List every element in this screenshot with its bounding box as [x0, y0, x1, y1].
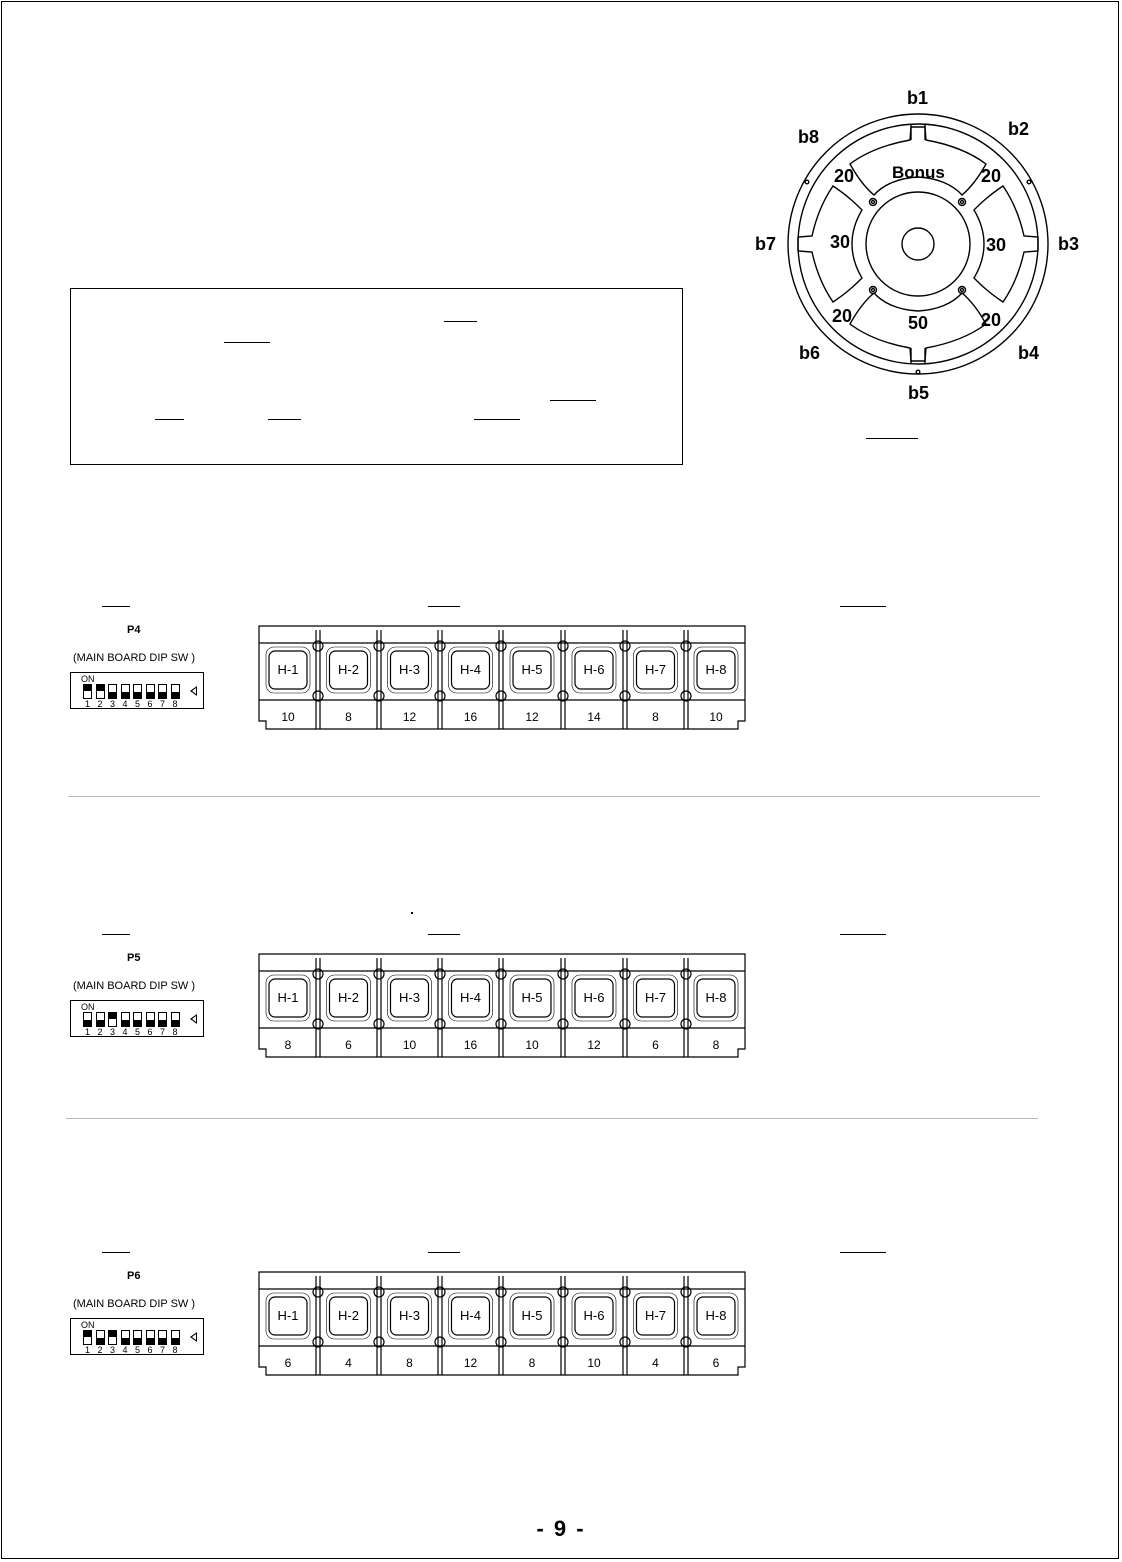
hole-value: 10: [281, 710, 295, 724]
dip-switch-5: [133, 684, 142, 699]
dip-switch-number: 7: [159, 699, 165, 709]
dip-switch-7: [158, 684, 167, 699]
dip-switch: [70, 672, 204, 709]
hole-value: 6: [652, 1038, 659, 1052]
underline-mark: [840, 606, 886, 607]
segment-value: 20: [981, 310, 1002, 330]
dip-switch-number: 6: [147, 699, 153, 709]
dip-switch-knob: [97, 685, 104, 691]
underline-mark: [224, 342, 270, 343]
dip-switch-knob: [122, 1338, 129, 1344]
dip-on-label: ON: [81, 1002, 95, 1012]
main-board-dip-label: (MAIN BOARD DIP SW ): [73, 652, 196, 664]
dip-on-label: ON: [81, 674, 95, 684]
hole-value: 16: [463, 710, 478, 724]
underline-mark: [428, 934, 460, 935]
dip-switch-knob: [109, 1013, 116, 1019]
hole-label: H-1: [277, 662, 299, 677]
bonus-segment-label: Bonus: [892, 163, 945, 182]
dip-switch-number: 6: [147, 1345, 153, 1355]
dip-switch-knob: [134, 1338, 141, 1344]
dip-switch-1: [83, 1330, 92, 1345]
dip-switch-5: [133, 1330, 142, 1345]
setting-label: P5: [127, 952, 141, 964]
underline-mark: [840, 1252, 886, 1253]
dip-switch: [70, 1318, 204, 1355]
dip-switch-knob: [159, 692, 166, 698]
hole-value: 12: [463, 1356, 478, 1370]
hole-value: 12: [587, 1038, 601, 1052]
dip-switch-knob: [134, 1020, 141, 1026]
dip-switch-3: [108, 1330, 117, 1345]
dip-switch-knob: [109, 1331, 116, 1337]
info-box: [70, 288, 683, 465]
dip-switch-number: 5: [134, 699, 140, 709]
dip-switch-4: [121, 684, 130, 699]
hole-value: 10: [525, 1038, 539, 1052]
underline-mark: [102, 934, 130, 935]
segment-value: 50: [908, 313, 929, 333]
underline-mark: [102, 606, 130, 607]
hole-value: 6: [345, 1038, 352, 1052]
hole-value: 16: [463, 1038, 478, 1052]
hole-value: 12: [525, 710, 539, 724]
dip-switch: [70, 1000, 204, 1037]
dip-switch-7: [158, 1012, 167, 1027]
hole-label: H-2: [338, 990, 359, 1005]
dip-switch-3: [108, 1012, 117, 1027]
dip-switch-6: [146, 1330, 155, 1345]
dip-switch-number: 8: [172, 1345, 178, 1355]
hole-value: 8: [652, 710, 659, 724]
dip-switch-number: 7: [159, 1027, 165, 1037]
dip-switch-5: [133, 1012, 142, 1027]
hole-label: H-5: [521, 662, 543, 677]
dip-switch-number: 6: [147, 1027, 153, 1037]
dip-switch-number: 3: [109, 1345, 115, 1355]
dip-switch-8: [171, 684, 180, 699]
main-board-dip-label: (MAIN BOARD DIP SW ): [73, 1298, 196, 1310]
pocket-label-b1: b1: [907, 88, 929, 108]
dip-switch-6: [146, 684, 155, 699]
hole-label: H-1: [277, 1308, 299, 1323]
hole-value: 4: [345, 1356, 352, 1370]
dip-switch-number: 7: [159, 1345, 165, 1355]
underline-mark: [268, 419, 301, 420]
dip-switch-number: 4: [122, 1027, 128, 1037]
hole-value: 4: [652, 1356, 659, 1370]
dip-on-label: ON: [81, 1320, 95, 1330]
pocket-label-b4: b4: [1018, 343, 1040, 363]
hole-label: H-4: [460, 1308, 481, 1323]
hole-label: H-6: [583, 662, 605, 677]
dip-switch-2: [96, 1012, 105, 1027]
pocket-label-b3: b3: [1058, 234, 1080, 254]
hole-label: H-5: [521, 990, 543, 1005]
dip-switch-3: [108, 684, 117, 699]
hole-value: 10: [709, 710, 723, 724]
dip-switch-6: [146, 1012, 155, 1027]
hole-label: H-3: [399, 990, 420, 1005]
hole-label: H-7: [645, 662, 666, 677]
hole-value: 8: [406, 1356, 413, 1370]
hole-label: H-6: [583, 1308, 605, 1323]
hole-value: 6: [284, 1356, 292, 1370]
dip-switch-knob: [122, 692, 129, 698]
dip-switch-7: [158, 1330, 167, 1345]
underline-mark: [550, 400, 596, 401]
hole-label: H-4: [460, 990, 481, 1005]
dip-switch-knob: [84, 1020, 91, 1026]
underline-mark: [428, 606, 460, 607]
dip-switch-number: 2: [97, 1345, 103, 1355]
page-number: - 9 -: [536, 1516, 586, 1541]
dip-switch-number: 1: [84, 1027, 90, 1037]
dip-switch-knob: [172, 1020, 179, 1026]
dip-switch-8: [171, 1330, 180, 1345]
dip-switch-knob: [134, 692, 141, 698]
underline-mark: [866, 438, 918, 439]
hole-label: H-4: [460, 662, 481, 677]
dip-arrow-icon: [190, 1014, 197, 1024]
hole-label: H-2: [338, 662, 359, 677]
hole-label: H-8: [705, 662, 727, 677]
pocket-label-b8: b8: [798, 127, 820, 147]
section-divider: [68, 796, 1040, 797]
hole-value: 8: [528, 1356, 536, 1370]
dip-arrow-icon: [190, 1332, 197, 1342]
hole-label: H-8: [705, 1308, 727, 1323]
dip-switch-knob: [147, 692, 154, 698]
dip-switch-4: [121, 1012, 130, 1027]
segment-value: 20: [832, 306, 853, 326]
dip-switch-number: 8: [172, 1027, 178, 1037]
hole-value: 8: [284, 1038, 292, 1052]
pocket-label-b7: b7: [755, 234, 777, 254]
segment-value: 30: [986, 235, 1007, 255]
hole-label: H-6: [583, 990, 605, 1005]
hole-value: 10: [402, 1038, 417, 1052]
dip-switch-number: 2: [97, 699, 103, 709]
hole-value: 14: [587, 710, 601, 724]
dip-switch-knob: [109, 692, 116, 698]
dip-switch-number: 8: [172, 699, 178, 709]
stray-dot: [411, 912, 413, 914]
dip-switch-number: 3: [109, 699, 115, 709]
segment-value: 30: [830, 232, 851, 252]
underline-mark: [840, 934, 886, 935]
dip-switch-knob: [172, 1338, 179, 1344]
dip-switch-2: [96, 684, 105, 699]
dip-switch-knob: [159, 1338, 166, 1344]
hole-label: H-3: [399, 662, 420, 677]
dip-switch-knob: [147, 1338, 154, 1344]
hole-value: 8: [712, 1038, 720, 1052]
hole-value: 12: [402, 710, 417, 724]
segment-value: 20: [834, 166, 855, 186]
dip-switch-number: 3: [109, 1027, 115, 1037]
dip-switch-1: [83, 1012, 92, 1027]
hole-label: H-3: [399, 1308, 420, 1323]
dip-switch-knob: [147, 1020, 154, 1026]
hole-label: H-8: [705, 990, 727, 1005]
hole-value: 10: [587, 1356, 601, 1370]
dip-switch-4: [121, 1330, 130, 1345]
dip-switch-number: 2: [97, 1027, 103, 1037]
hole-label: H-7: [645, 990, 666, 1005]
dip-switch-1: [83, 684, 92, 699]
dip-switch-number: 1: [84, 699, 90, 709]
hole-board: [258, 1271, 746, 1377]
bonus-wheel-diagram: [748, 80, 1088, 420]
dip-switch-number: 5: [134, 1345, 140, 1355]
segment-value: 20: [981, 166, 1002, 186]
hole-label: H-1: [277, 990, 299, 1005]
dip-switch-number: 4: [122, 1345, 128, 1355]
main-board-dip-label: (MAIN BOARD DIP SW ): [73, 980, 196, 992]
dip-switch-2: [96, 1330, 105, 1345]
section-divider: [66, 1118, 1038, 1119]
dip-switch-knob: [84, 1331, 91, 1337]
dip-switch-8: [171, 1012, 180, 1027]
dip-switch-number: 4: [122, 699, 128, 709]
hole-board: [258, 953, 746, 1059]
dip-switch-number: 1: [84, 1345, 90, 1355]
dip-switch-knob: [172, 692, 179, 698]
setting-label: P4: [127, 624, 141, 636]
underline-mark: [155, 419, 184, 420]
hole-label: H-2: [338, 1308, 359, 1323]
pocket-label-b6: b6: [799, 343, 821, 363]
underline-mark: [102, 1252, 130, 1253]
dip-arrow-icon: [190, 686, 197, 696]
dip-switch-knob: [84, 685, 91, 691]
underline-mark: [428, 1252, 460, 1253]
hole-board: [258, 625, 746, 731]
dip-switch-knob: [159, 1020, 166, 1026]
hole-label: H-7: [645, 1308, 666, 1323]
underline-mark: [444, 321, 477, 322]
underline-mark: [474, 419, 520, 420]
dip-switch-knob: [97, 1020, 104, 1026]
pocket-label-b5: b5: [908, 383, 930, 403]
setting-label: P6: [127, 1270, 141, 1282]
dip-switch-knob: [97, 1338, 104, 1344]
dip-switch-knob: [122, 1020, 129, 1026]
pocket-label-b2: b2: [1008, 119, 1030, 139]
hole-value: 6: [712, 1356, 720, 1370]
hole-value: 8: [345, 710, 352, 724]
hole-label: H-5: [521, 1308, 543, 1323]
dip-switch-number: 5: [134, 1027, 140, 1037]
